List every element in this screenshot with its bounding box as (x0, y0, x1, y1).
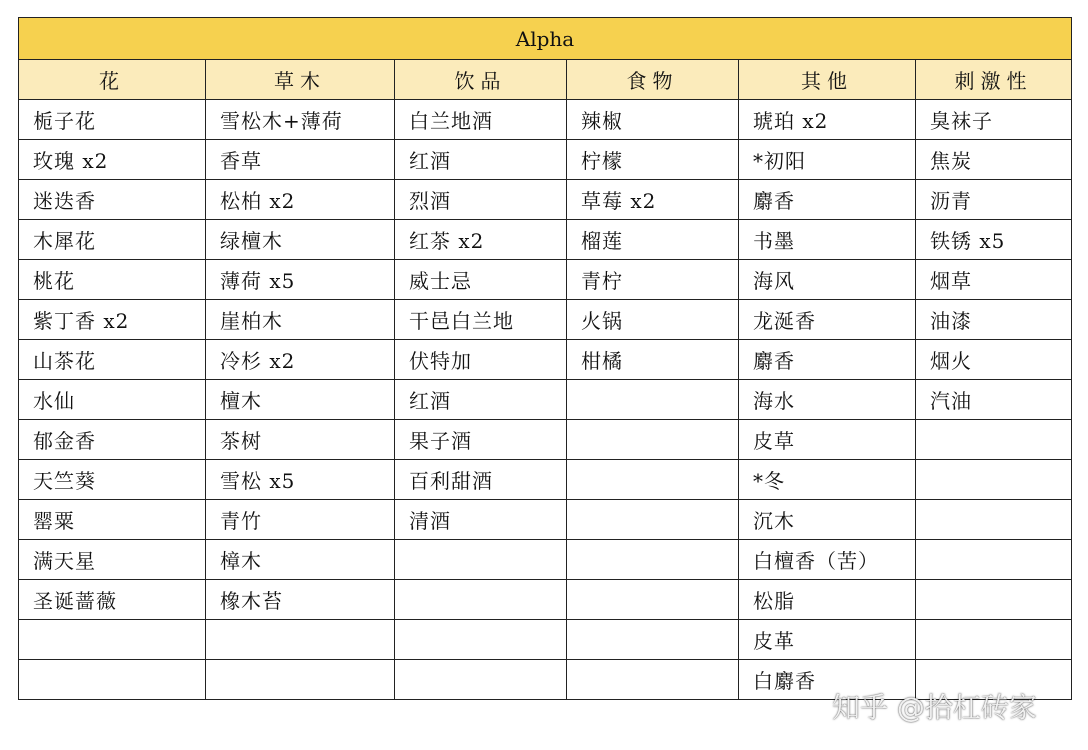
table-cell-flower: 迷迭香 (19, 180, 206, 220)
table-cell-drink: 白兰地酒 (395, 100, 567, 140)
table-cell-food: 火锅 (567, 300, 739, 340)
table-cell-flower: 紫丁香 x2 (19, 300, 206, 340)
table-cell-other: *初阳 (739, 140, 916, 180)
table-cell-irritant (916, 500, 1072, 540)
table-row (19, 420, 1072, 460)
table-cell-plant: 雪松 x5 (206, 460, 395, 500)
table-row (19, 220, 1072, 260)
table-cell-flower: 玫瑰 x2 (19, 140, 206, 180)
table-cell-flower: 山茶花 (19, 340, 206, 380)
table-cell-irritant (916, 420, 1072, 460)
table-cell-drink (395, 660, 567, 700)
table-cell-food: 榴莲 (567, 220, 739, 260)
scent-table (18, 17, 1072, 700)
table-cell-irritant: 沥青 (916, 180, 1072, 220)
table-cell-plant: 香草 (206, 140, 395, 180)
table-cell-plant: 樟木 (206, 540, 395, 580)
table-cell-drink: 红酒 (395, 140, 567, 180)
table-cell-other: 松脂 (739, 580, 916, 620)
table-cell-other: 白麝香 (739, 660, 916, 700)
table-cell-plant: 茶树 (206, 420, 395, 460)
table-cell-food: 草莓 x2 (567, 180, 739, 220)
table-row (19, 540, 1072, 580)
watermark: 知乎 @拾杠砖家 (832, 691, 1037, 724)
table-row (19, 300, 1072, 340)
table-cell-drink: 干邑白兰地 (395, 300, 567, 340)
table-cell-other: 海水 (739, 380, 916, 420)
table-cell-drink (395, 540, 567, 580)
table-row (19, 100, 1072, 140)
table-cell-drink (395, 620, 567, 660)
table-cell-irritant: 焦炭 (916, 140, 1072, 180)
table-row (19, 180, 1072, 220)
table-cell-food (567, 540, 739, 580)
table-cell-food (567, 580, 739, 620)
table-cell-plant: 松柏 x2 (206, 180, 395, 220)
table-cell-other: 龙涎香 (739, 300, 916, 340)
table-cell-food: 辣椒 (567, 100, 739, 140)
table-cell-drink: 果子酒 (395, 420, 567, 460)
table-cell-other: 麝香 (739, 340, 916, 380)
table-cell-flower: 郁金香 (19, 420, 206, 460)
table-cell-food (567, 420, 739, 460)
table-cell-other: 皮草 (739, 420, 916, 460)
table-cell-irritant: 油漆 (916, 300, 1072, 340)
header-flower: 花 (19, 60, 206, 100)
table-cell-irritant: 烟火 (916, 340, 1072, 380)
table-cell-other: 海风 (739, 260, 916, 300)
table-cell-irritant: 烟草 (916, 260, 1072, 300)
table-cell-plant (206, 620, 395, 660)
table-cell-plant: 薄荷 x5 (206, 260, 395, 300)
table-row (19, 460, 1072, 500)
table-cell-plant: 崖柏木 (206, 300, 395, 340)
table-row (19, 340, 1072, 380)
table-cell-food: 柠檬 (567, 140, 739, 180)
table-cell-flower: 栀子花 (19, 100, 206, 140)
table-cell-other: 琥珀 x2 (739, 100, 916, 140)
table-cell-food (567, 380, 739, 420)
table-cell-food (567, 620, 739, 660)
table-cell-drink (395, 580, 567, 620)
table-cell-irritant: 汽油 (916, 380, 1072, 420)
header-other: 其他 (739, 60, 916, 100)
table-cell-flower: 木犀花 (19, 220, 206, 260)
table-cell-other: *冬 (739, 460, 916, 500)
header-plant: 草木 (206, 60, 395, 100)
table-row (19, 500, 1072, 540)
table-cell-food (567, 660, 739, 700)
table-cell-flower: 天竺葵 (19, 460, 206, 500)
table-cell-drink: 红酒 (395, 380, 567, 420)
table-cell-plant: 雪松木+薄荷 (206, 100, 395, 140)
table-cell-flower (19, 660, 206, 700)
table-row (19, 620, 1072, 660)
table-cell-drink: 烈酒 (395, 180, 567, 220)
table-cell-flower: 桃花 (19, 260, 206, 300)
table-cell-drink: 红茶 x2 (395, 220, 567, 260)
table-cell-other: 白檀香（苦） (739, 540, 916, 580)
table-cell-food: 青柠 (567, 260, 739, 300)
title-row (19, 18, 1072, 60)
table-cell-other: 沉木 (739, 500, 916, 540)
table-row (19, 380, 1072, 420)
table-cell-irritant: 铁锈 x5 (916, 220, 1072, 260)
table-cell-food: 柑橘 (567, 340, 739, 380)
table-cell-flower (19, 620, 206, 660)
table-cell-irritant: 臭袜子 (916, 100, 1072, 140)
table-row (19, 580, 1072, 620)
table-cell-other: 书墨 (739, 220, 916, 260)
table-cell-flower: 满天星 (19, 540, 206, 580)
table-cell-plant: 绿檀木 (206, 220, 395, 260)
table-cell-plant: 檀木 (206, 380, 395, 420)
table-cell-other: 麝香 (739, 180, 916, 220)
table-cell-plant: 冷杉 x2 (206, 340, 395, 380)
table-cell-irritant (916, 620, 1072, 660)
header-row (19, 60, 1072, 100)
table-cell-flower: 罂粟 (19, 500, 206, 540)
table-cell-food (567, 500, 739, 540)
table-cell-plant (206, 660, 395, 700)
header-food: 食物 (567, 60, 739, 100)
table-cell-drink: 清酒 (395, 500, 567, 540)
header-drink: 饮品 (395, 60, 567, 100)
table-cell-plant: 橡木苔 (206, 580, 395, 620)
table-cell-plant: 青竹 (206, 500, 395, 540)
table-body (19, 100, 1072, 700)
table-cell-drink: 威士忌 (395, 260, 567, 300)
table-cell-flower: 水仙 (19, 380, 206, 420)
table-cell-other: 皮革 (739, 620, 916, 660)
table-row (19, 260, 1072, 300)
table-row (19, 140, 1072, 180)
header-irritant: 刺激性 (916, 60, 1072, 100)
table-cell-irritant (916, 540, 1072, 580)
table-cell-irritant (916, 460, 1072, 500)
table-cell-irritant (916, 580, 1072, 620)
table-cell-drink: 伏特加 (395, 340, 567, 380)
table-cell-flower: 圣诞蔷薇 (19, 580, 206, 620)
table-cell-drink: 百利甜酒 (395, 460, 567, 500)
table-cell-food (567, 460, 739, 500)
table-title: Alpha (19, 18, 1072, 60)
